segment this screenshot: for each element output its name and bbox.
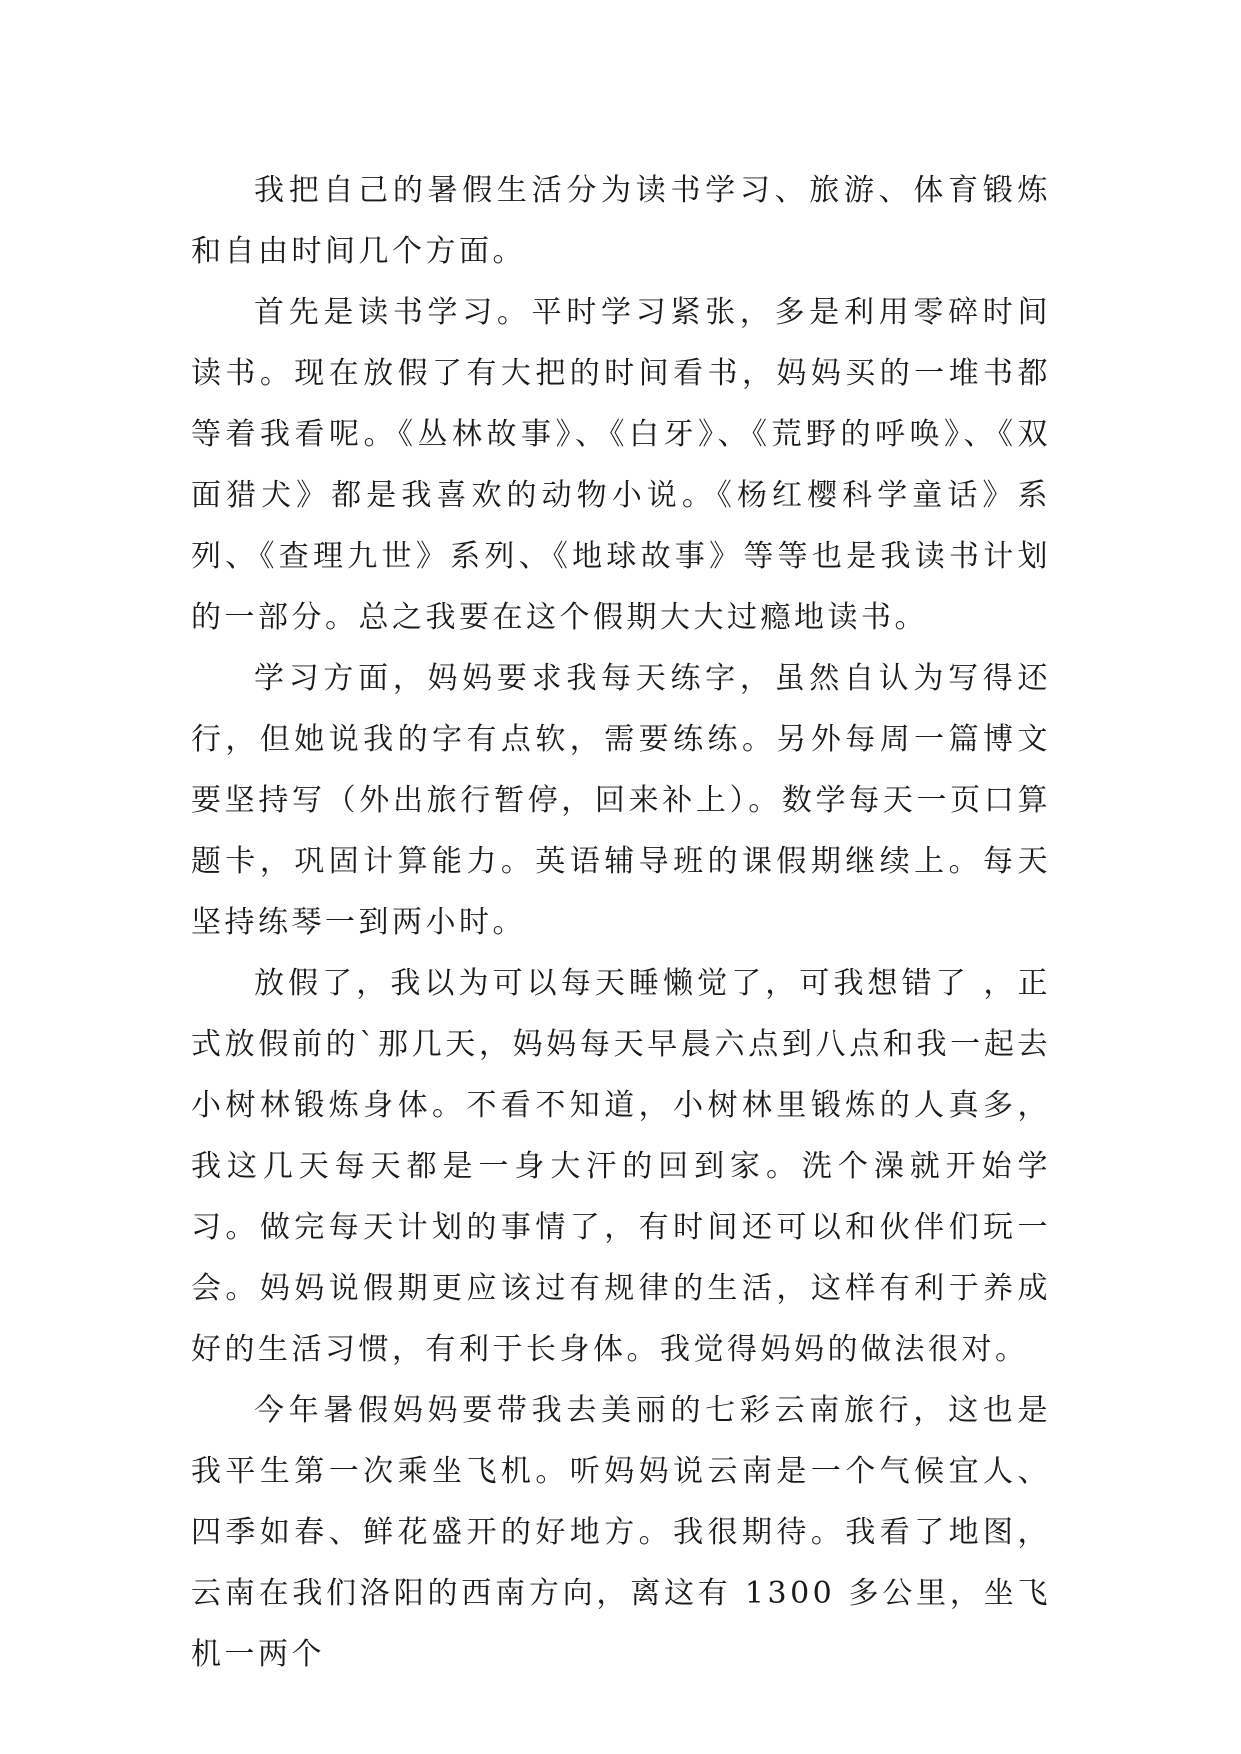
paragraph-4: 放假了，我以为可以每天睡懒觉了，可我想错了 ，正式放假前的`那几天，妈妈每天早晨六点到八点和我一起去小树林锻炼身体。不看不知道，小树林里锻炼的人真多，我这几天每天都是一身大汗的回到家。洗个澡就开始学习。做完每天计划的事情了，有时间还可以和伙伴们玩一会。妈妈说假期更应该过有规律的生活，这样有利于养成好的生活习惯，有利于长身体。我觉得妈妈的做法很对。 bbox=[191, 966, 1051, 1367]
document-body bbox=[191, 160, 1051, 1685]
paragraph-1: 我把自己的暑假生活分为读书学习、旅游、体育锻炼和自由时间几个方面。 bbox=[191, 173, 1051, 269]
paragraph-2: 首先是读书学习。平时学习紧张，多是利用零碎时间读书。现在放假了有大把的时间看书，妈妈买的一堆书都等着我看呢。《丛林故事》、《白牙》、《荒野的呼唤》、《双面猎犬》都是我喜欢的动物小说。《杨红樱科学童话》系列、《查理九世》系列、《地球故事》等等也是我读书计划的一部分。总之我要在这个假期大大过瘾地读书。 bbox=[191, 295, 1051, 635]
paragraph-5: 今年暑假妈妈要带我去美丽的七彩云南旅行，这也是我平生第一次乘坐飞机。听妈妈说云南是一个气候宜人、四季如春、鲜花盛开的好地方。我很期待。我看了地图，云南在我们洛阳的西南方向，离这有 1300 多公里，坐飞机一两个 bbox=[191, 1393, 1051, 1672]
paragraph-3: 学习方面，妈妈要求我每天练字，虽然自认为写得还行，但她说我的字有点软，需要练练。另外每周一篇博文要坚持写（外出旅行暂停，回来补上）。数学每天一页口算题卡，巩固计算能力。英语辅导班的课假期继续上。每天坚持练琴一到两小时。 bbox=[191, 661, 1051, 940]
